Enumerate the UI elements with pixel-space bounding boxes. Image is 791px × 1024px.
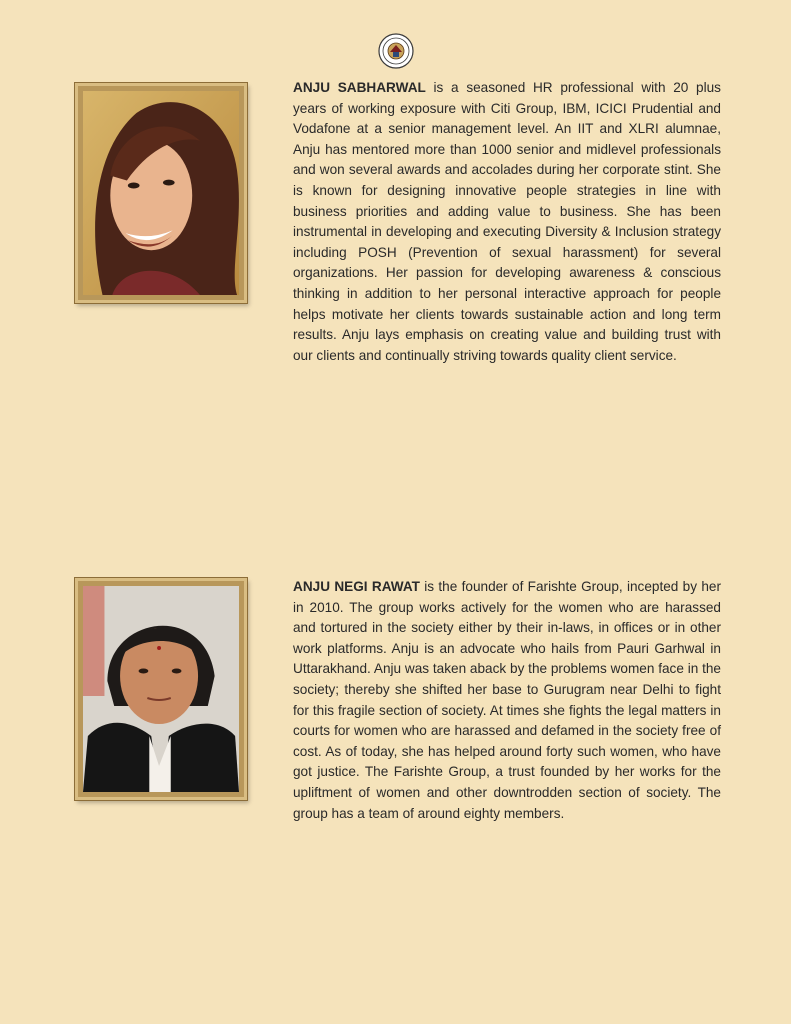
emblem-icon xyxy=(378,33,414,69)
bio-text-anju-sabharwal: is a seasoned HR professional with 20 plus years of working exposure with Citi Group, IBM, ICICI Prudential and Vodafone at a senior management level. An IIT and XLRI alumnae, Anju has mentored more than 1000 senior and midlevel professionals and won several awards and accolades during her corporate stint. She is known for designing innovative people strategies in line with business priorities and adding value to business. She has been instrumental in developing and executing Diversity & Inclusion strategy including POSH (Prevention of sexual harassment) for several organizations. Her passion for developing awareness & conscious thinking in addition to her personal interactive approach for people helps motivate her clients towards sustainable action and long term results. Anju lays emphasis on creating value and building trust with our clients and continually striving towards quality client service. xyxy=(293,80,721,363)
bio-anju-sabharwal xyxy=(293,78,721,366)
bio-anju-negi-rawat xyxy=(293,577,721,824)
bio-text-anju-negi-rawat: is the founder of Farishte Group, incepted by her in 2010. The group works actively for the women who are harassed and tortured in the society either by their in-laws, in offices or in other work platforms. Anju is an advocate who hails from Pauri Garhwal in Uttarakhand. Anju was taken aback by the problems women face in the society; thereby she shifted her base to Gurugram near Delhi to fight for this fragile section of society. At times she fights the legal matters in courts for women who are harassed and defamed in the society free of cost. As of today, she has helped around forty such women, who have got justice. The Farishte Group, a trust founded by her works for the upliftment of women and other downtrodden section of society. The group has a team of around eighty members. xyxy=(293,579,721,821)
portrait-photo-anju-negi-rawat xyxy=(75,578,247,800)
name-anju-negi-rawat: ANJU NEGI RAWAT xyxy=(293,579,420,594)
portrait-photo-anju-sabharwal xyxy=(75,83,247,303)
name-anju-sabharwal: ANJU SABHARWAL xyxy=(293,80,426,95)
